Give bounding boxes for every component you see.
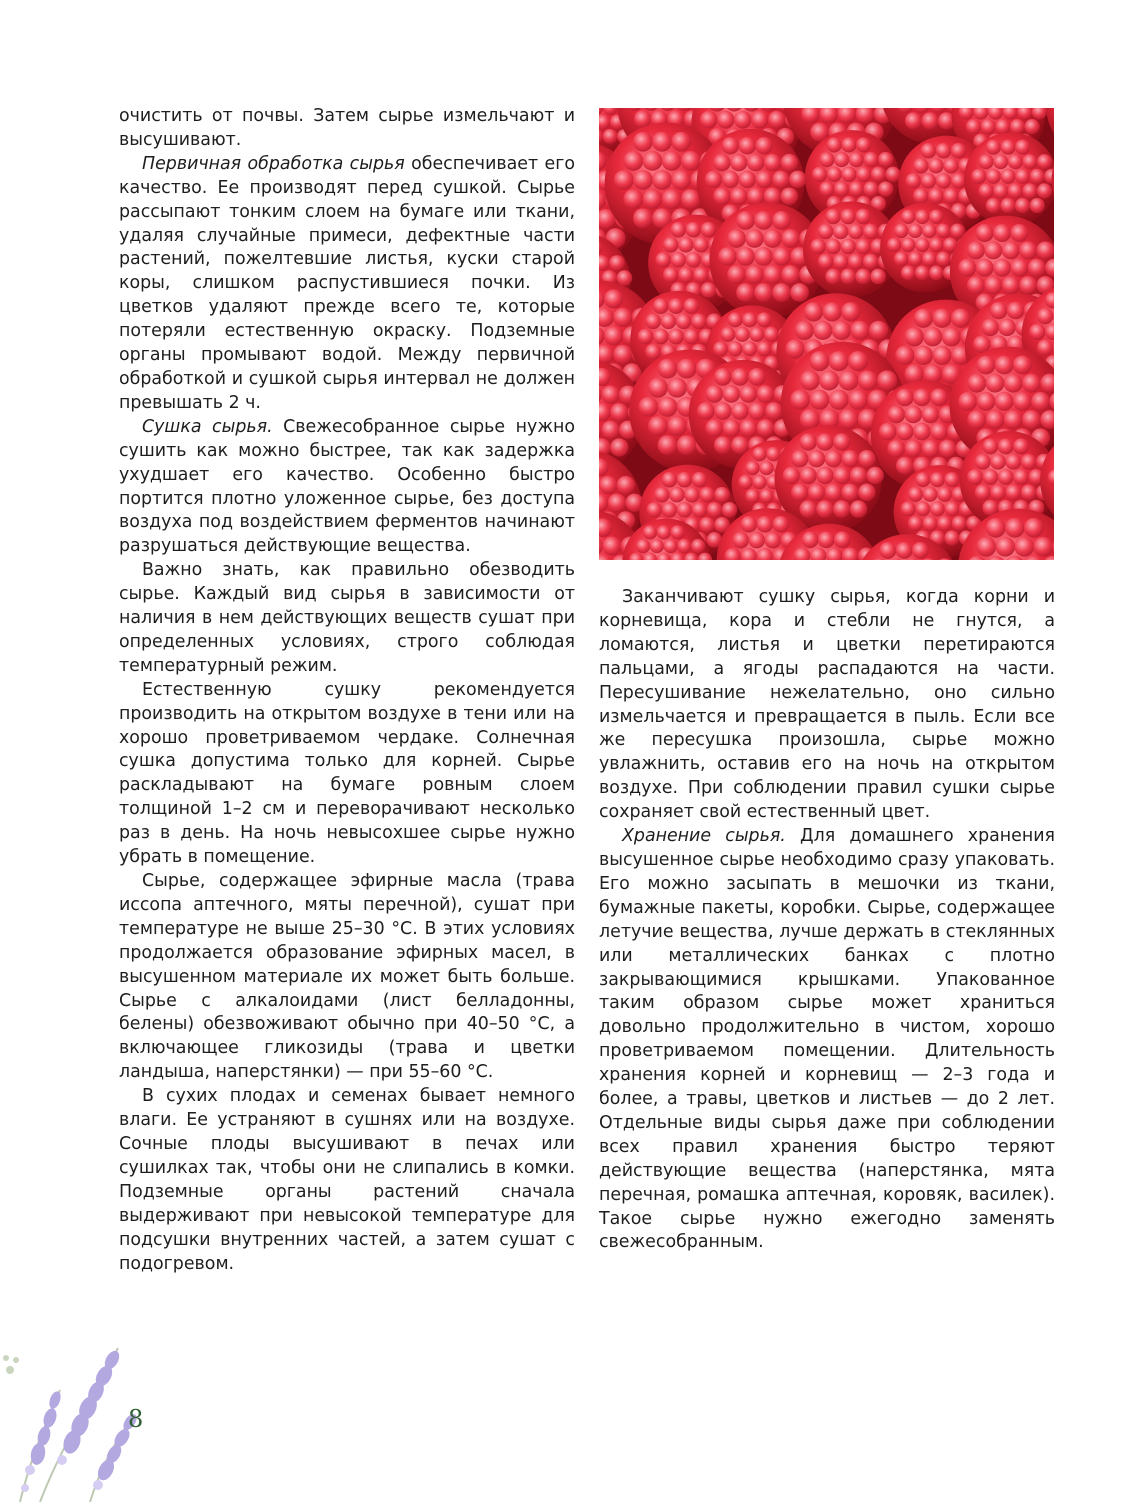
paragraph: Сырье, содержащее эфирные масла (трава иссопа аптечного, мяты перечной), сушат при температуре не выше 25–30 °С. В этих условиях продолжается образование эфирных масел, в высушенном материале их может быть больше. Сырье с алкалоидами (лист белладонны, белены) обезвоживают обычно при 40–50 °С, а включающее гликозиды (трава и цветки ландыша, наперстянки) — при 55–60 °С. xyxy=(119,871,575,1083)
paragraph: Важно знать, как правильно обезводить сырье. Каждый вид сырья в зависимости от наличия в нем действующих веществ сушат при определенных условиях, строго соблюдая температурный режим. xyxy=(119,560,575,676)
paragraph xyxy=(599,825,1055,1255)
paragraph: Естественную сушку рекомендуется производить на открытом воздухе в тени или на хорошо проветриваемом чердаке. Солнечная сушка допустима только для корней. Сырье раскладывают на бумаге ровным слоем толщиной 1–2 см и переворачивают несколько раз в день. На ночь невысохшее сырье нужно убрать в помещение. xyxy=(119,679,575,868)
section-lead: Первичная обработка сырья xyxy=(142,153,405,174)
right-text-column xyxy=(599,586,1055,1255)
paragraph: очистить от почвы. Затем сырье измельчают и высушивают. xyxy=(119,106,575,150)
paragraph-text: обеспечивает его качество. Ее производят перед сушкой. Сырье рассыпают тонким слоем на бумаге или ткани, удаляя случайные примеси, дефектные части растений, пожелтевшие листья, куски старой коры, слишком распустившиеся почки. Из цветков удаляют прежде всего те, которые потеряли естественную окраску. Подземные органы промывают водой. Между первичной обработкой и сушкой сырья интервал не должен превышать 2 ч. xyxy=(119,153,575,413)
lavender-decoration xyxy=(0,1330,190,1502)
section-lead: Сушка сырья. xyxy=(142,416,273,437)
paragraph: В сухих плодах и семенах бывает немного влаги. Ее устраняют в сушнях или на воздухе. Сочные плоды высушивают в печах или сушилках так, чтобы они не слипались в комки. Подземные органы растений сначала выдерживают при невысокой температуре для подсушки внутренних частей, а затем сушат с подогревом. xyxy=(119,1086,575,1274)
paragraph-text: Для домашнего хранения высушенное сырье необходимо сразу упаковать. Его можно засыпать в мешочки из ткани, бумажные пакеты, коробки. Сырье, содержащее летучие вещества, лучше держать в стеклянных или металлических банках с плотно закрывающимися крышками. Упакованное таким образом сырье может храниться довольно продолжительно в чистом, хорошо проветриваемом помещении. Длительность хранения корней и корневищ — 2–3 года и более, а травы, цветков и листьев — до 2 лет. Отдельные виды сырья даже при соблюдении всех правил хранения быстро теряют действующие вещества (наперстянка, мята перечная, ромашка аптечная, коровяк, василек). Такое сырье нужно ежегодно заменять свежесобранным. xyxy=(599,826,1055,1253)
raspberries-photo xyxy=(599,108,1054,560)
paragraph xyxy=(119,416,575,559)
paragraph xyxy=(119,153,575,416)
page-number: 8 xyxy=(128,1405,144,1433)
raspberries-illustration xyxy=(599,108,1054,560)
paragraph-text: Свежесобранное сырье нужно сушить как можно быстрее, так как задержка ухудшает его качество. Особенно быстро портится плотно уложенное сырье, без доступа воздуха под воздействием ферментов начинают разрушаться действующие вещества. xyxy=(119,416,575,557)
section-lead: Хранение сырья. xyxy=(622,826,786,847)
paragraph: Заканчивают сушку сырья, когда корни и корневища, кора и стебли не гнутся, а ломаются, листья и цветки перетираются пальцами, а ягоды распадаются на части. Пересушивание нежелательно, оно сильно измельчается и превращается в пыль. Если все же пересушка произошла, сырье можно увлажнить, оставив его на ночь на открытом воздухе. При соблюдении правил сушки сырье сохраняет свой естественный цвет. xyxy=(599,587,1055,823)
left-text-column xyxy=(119,105,575,1276)
